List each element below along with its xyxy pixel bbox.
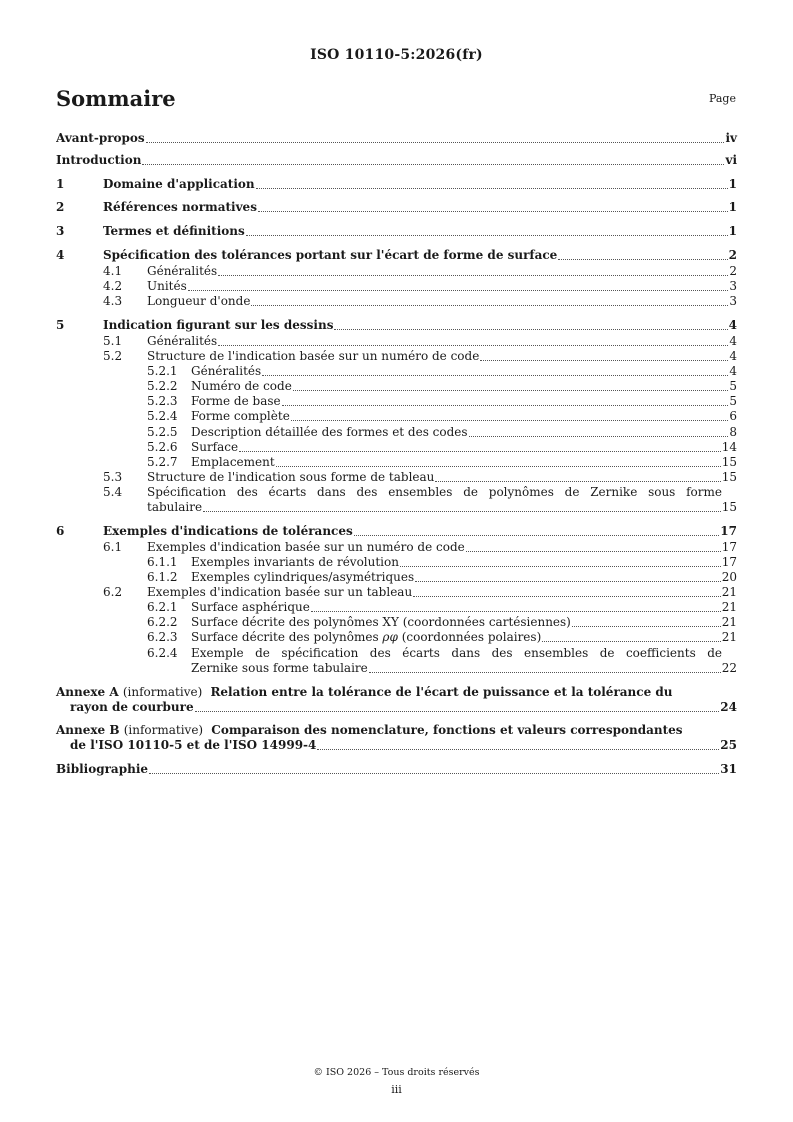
toc-section-number: 6.2.4	[147, 646, 178, 660]
toc-entry-title: Références normatives	[103, 200, 257, 214]
toc-page-number: vi	[725, 153, 737, 167]
dot-leader	[262, 375, 728, 376]
toc-page-number: 5	[729, 379, 737, 393]
toc-page-number: 8	[729, 425, 737, 439]
toc-entry-annex-a[interactable]	[56, 685, 673, 700]
toc-section-number: 5.2	[103, 349, 123, 363]
toc-section-number: 5.2.5	[147, 425, 178, 439]
toc-entry-section-5-2-5[interactable]	[56, 425, 737, 440]
toc-entry-title: Avant-propos	[56, 131, 145, 145]
toc-page-number: 24	[720, 700, 737, 714]
toc-section-number: 5.2.3	[147, 394, 178, 408]
toc-entry-section-6-2-3[interactable]	[56, 630, 737, 645]
toc-entry-section-3[interactable]	[56, 224, 737, 239]
dot-leader	[246, 235, 728, 236]
toc-page-number: 4	[728, 318, 737, 332]
dot-leader	[334, 329, 727, 330]
toc-section-number: 3	[56, 224, 65, 238]
toc-entry-section-2[interactable]	[56, 200, 737, 215]
toc-page-number: 21	[721, 600, 737, 614]
dot-leader	[203, 511, 721, 512]
toc-entry-bibliographie[interactable]	[56, 762, 737, 777]
toc-entry-title: Généralités	[191, 364, 262, 378]
toc-entry-title-line-2: Zernike sous forme tabulaire	[191, 661, 368, 675]
rho-phi-symbol: ρφ	[382, 630, 398, 644]
toc-entry-section-6-1-1[interactable]	[56, 555, 737, 570]
toc-page-number: 31	[720, 762, 737, 776]
toc-section-number: 4.1	[103, 264, 123, 278]
dot-leader	[276, 466, 721, 467]
dot-leader	[542, 641, 720, 642]
toc-entry-section-6-2-4-continuation[interactable]	[56, 661, 737, 676]
toc-page-number: 1	[728, 224, 737, 238]
toc-entry-title: Forme complète	[191, 409, 290, 423]
dot-leader	[146, 142, 725, 143]
dot-leader	[435, 481, 720, 482]
toc-entry-title-line-1: Comparaison des nomenclature, fonctions et valeurs correspondantes	[211, 723, 683, 737]
toc-entry-section-6-2[interactable]	[56, 585, 737, 600]
page-number-footer: iii	[391, 1083, 402, 1096]
toc-entry-title: Exemples d'indication basée sur un numéro de code	[147, 540, 465, 554]
toc-section-number: 5.2.7	[147, 455, 178, 469]
toc-entry-title-line-2: de l'ISO 10110-5 et de l'ISO 14999-4	[70, 738, 317, 752]
toc-page-number: 3	[729, 279, 737, 293]
dot-leader	[218, 275, 728, 276]
toc-entry-section-1[interactable]	[56, 177, 737, 192]
dot-leader	[469, 436, 729, 437]
annex-label: Annexe B	[56, 723, 120, 737]
toc-section-number: 6.2.1	[147, 600, 178, 614]
toc-page-number: 1	[728, 177, 737, 191]
toc-entry-title: Bibliographie	[56, 762, 149, 776]
toc-section-number: 4	[56, 248, 65, 262]
toc-section-number: 2	[56, 200, 65, 214]
toc-entry-title: Structure de l'indication basée sur un numéro de code	[147, 349, 480, 363]
toc-section-number: 5.2.1	[147, 364, 178, 378]
toc-entry-title: Exemples invariants de révolution	[191, 555, 399, 569]
dot-leader	[466, 551, 721, 552]
toc-entry-title-line-1: Exemple de spécification des écarts dans des ensembles de coefficients de	[191, 646, 722, 660]
toc-entry-title: Forme de base	[191, 394, 281, 408]
dot-leader	[291, 420, 729, 421]
toc-entry-annex-b[interactable]	[56, 723, 683, 738]
toc-section-number: 6.1.1	[147, 555, 178, 569]
page-column-label: Page	[708, 92, 736, 105]
toc-entry-section-4-3[interactable]	[56, 294, 737, 309]
annex-label: Annexe A	[56, 685, 119, 699]
dot-leader	[258, 211, 728, 212]
toc-section-number: 5.2.6	[147, 440, 178, 454]
toc-entry-section-5-2-1[interactable]	[56, 364, 737, 379]
toc-page-number: 22	[721, 661, 737, 675]
toc-entry-section-5-2[interactable]	[56, 349, 737, 364]
toc-page-number: 21	[721, 615, 737, 629]
toc-entry-section-4[interactable]	[56, 248, 737, 263]
toc-section-number: 1	[56, 177, 65, 191]
toc-entry-title: Exemples d'indication basée sur un tableau	[147, 585, 413, 599]
dot-leader	[369, 672, 721, 673]
annex-informative-tag: (informative)	[122, 685, 203, 699]
toc-section-number: 5.3	[103, 470, 123, 484]
toc-entry-title: Numéro de code	[191, 379, 292, 393]
toc-entry-section-5[interactable]	[56, 318, 737, 333]
toc-entry-section-6-1[interactable]	[56, 540, 737, 555]
toc-page-number: 14	[721, 440, 737, 454]
toc-entry-title: Surface décrite des polynômes XY (coordonnées cartésiennes)	[191, 615, 571, 629]
dot-leader	[218, 345, 728, 346]
dot-leader	[354, 535, 720, 536]
toc-entry-title: Spécification des tolérances portant sur l'écart de forme de surface	[103, 248, 558, 262]
toc-section-number: 5.2.2	[147, 379, 178, 393]
toc-section-number: 6	[56, 524, 65, 538]
toc-page-number: 15	[721, 455, 737, 469]
dot-leader	[293, 390, 729, 391]
toc-entry-title: Structure de l'indication sous forme de tableau	[147, 470, 435, 484]
toc-page-number: 21	[721, 585, 737, 599]
toc-entry-title: Généralités	[147, 264, 218, 278]
toc-entry-section-5-4[interactable]	[56, 485, 737, 500]
toc-page-number: 4	[729, 349, 737, 363]
toc-section-number: 5.2.4	[147, 409, 178, 423]
page-title: Sommaire	[56, 86, 176, 111]
dot-leader	[400, 566, 721, 567]
dot-leader	[480, 360, 728, 361]
toc-page-number: 2	[729, 264, 737, 278]
toc-page-number: iv	[725, 131, 737, 145]
dot-leader	[142, 164, 724, 165]
dot-leader	[282, 405, 729, 406]
toc-page-number: 20	[721, 570, 737, 584]
dot-leader	[256, 188, 728, 189]
toc-entry-title-line-1: Spécification des écarts dans des ensembles de polynômes de Zernike sous forme	[147, 485, 722, 499]
dot-leader	[188, 290, 729, 291]
toc-entry-section-5-2-7[interactable]	[56, 455, 737, 470]
toc-entry-title: Longueur d'onde	[147, 294, 251, 308]
toc-entry-title: Indication figurant sur les dessins	[103, 318, 334, 332]
toc-entry-title: Domaine d'application	[103, 177, 255, 191]
toc-page-number: 4	[729, 334, 737, 348]
dot-leader	[149, 773, 719, 774]
toc-entry-section-5-3[interactable]	[56, 470, 737, 485]
toc-entry-title-line-2: rayon de courbure	[70, 700, 194, 714]
toc-page-number: 6	[729, 409, 737, 423]
toc-entry-avant-propos[interactable]	[56, 131, 737, 146]
toc-section-number: 4.2	[103, 279, 123, 293]
dot-leader	[311, 611, 721, 612]
dot-leader	[415, 581, 721, 582]
toc-page-number: 17	[721, 555, 737, 569]
toc-page-number: 17	[721, 540, 737, 554]
toc-entry-title: Unités	[147, 279, 187, 293]
toc-section-number: 5	[56, 318, 65, 332]
toc-section-number: 4.3	[103, 294, 123, 308]
dot-leader	[413, 596, 721, 597]
toc-entry-title: Surface	[191, 440, 239, 454]
dot-leader	[195, 711, 720, 712]
toc-entry-title: Introduction	[56, 153, 142, 167]
toc-page-number: 21	[721, 630, 737, 644]
toc-entry-section-4-2[interactable]	[56, 279, 737, 294]
annex-informative-tag: (informative)	[123, 723, 204, 737]
toc-page-number: 17	[720, 524, 737, 538]
toc-entry-section-6-2-2[interactable]	[56, 615, 737, 630]
toc-entry-section-4-1[interactable]	[56, 264, 737, 279]
toc-entry-section-5-2-6[interactable]	[56, 440, 737, 455]
toc-page-number: 2	[728, 248, 737, 262]
toc-entry-title-line-1: Relation entre la tolérance de l'écart de puissance et la tolérance du	[210, 685, 673, 699]
toc-entry-annex-b-continuation[interactable]	[56, 738, 737, 753]
dot-leader	[239, 451, 721, 452]
toc-entry-section-5-2-3[interactable]	[56, 394, 737, 409]
toc-page-number: 25	[720, 738, 737, 752]
copyright-footer: © ISO 2026 – Tous droits réservés	[313, 1067, 480, 1078]
toc-entry-title: Généralités	[147, 334, 218, 348]
dot-leader	[251, 305, 728, 306]
toc-entry-title: Exemples d'indications de tolérances	[103, 524, 353, 538]
toc-entry-introduction[interactable]	[56, 153, 737, 168]
dot-leader	[558, 259, 727, 260]
toc-entry-section-5-2-2[interactable]	[56, 379, 737, 394]
toc-entry-section-6[interactable]	[56, 524, 737, 539]
toc-entry-section-6-2-4[interactable]	[56, 646, 737, 661]
toc-entry-section-5-4-continuation[interactable]	[56, 500, 737, 515]
document-id-header: ISO 10110-5:2026(fr)	[310, 47, 483, 63]
toc-section-number: 5.1	[103, 334, 123, 348]
toc-entry-title: Description détaillée des formes et des codes	[191, 425, 468, 439]
toc-entry-annex-a-continuation[interactable]	[56, 700, 737, 715]
toc-entry-section-5-2-4[interactable]	[56, 409, 737, 424]
toc-section-number: 6.1	[103, 540, 123, 554]
toc-page-number: 3	[729, 294, 737, 308]
toc-entry-title: Surface décrite des polynômes ρφ (coordonnées polaires)	[191, 630, 542, 644]
toc-page-number: 15	[721, 470, 737, 484]
toc-entry-title: Exemples cylindriques/asymétriques	[191, 570, 415, 584]
toc-section-number: 6.2.2	[147, 615, 178, 629]
toc-entry-title: Surface asphérique	[191, 600, 310, 614]
toc-page-number: 1	[728, 200, 737, 214]
toc-section-number: 6.2	[103, 585, 123, 599]
dot-leader	[317, 749, 719, 750]
toc-entry-section-5-1[interactable]	[56, 334, 737, 349]
toc-section-number: 5.4	[103, 485, 123, 499]
toc-page-number: 5	[729, 394, 737, 408]
toc-section-number: 6.1.2	[147, 570, 178, 584]
toc-entry-section-6-2-1[interactable]	[56, 600, 737, 615]
toc-entry-section-6-1-2[interactable]	[56, 570, 737, 585]
toc-entry-title: Termes et définitions	[103, 224, 245, 238]
toc-page-number: 4	[729, 364, 737, 378]
dot-leader	[572, 626, 721, 627]
toc-section-number: 6.2.3	[147, 630, 178, 644]
toc-page-number: 15	[721, 500, 737, 514]
toc-entry-title: Emplacement	[191, 455, 275, 469]
toc-entry-title-line-2: tabulaire	[147, 500, 203, 514]
